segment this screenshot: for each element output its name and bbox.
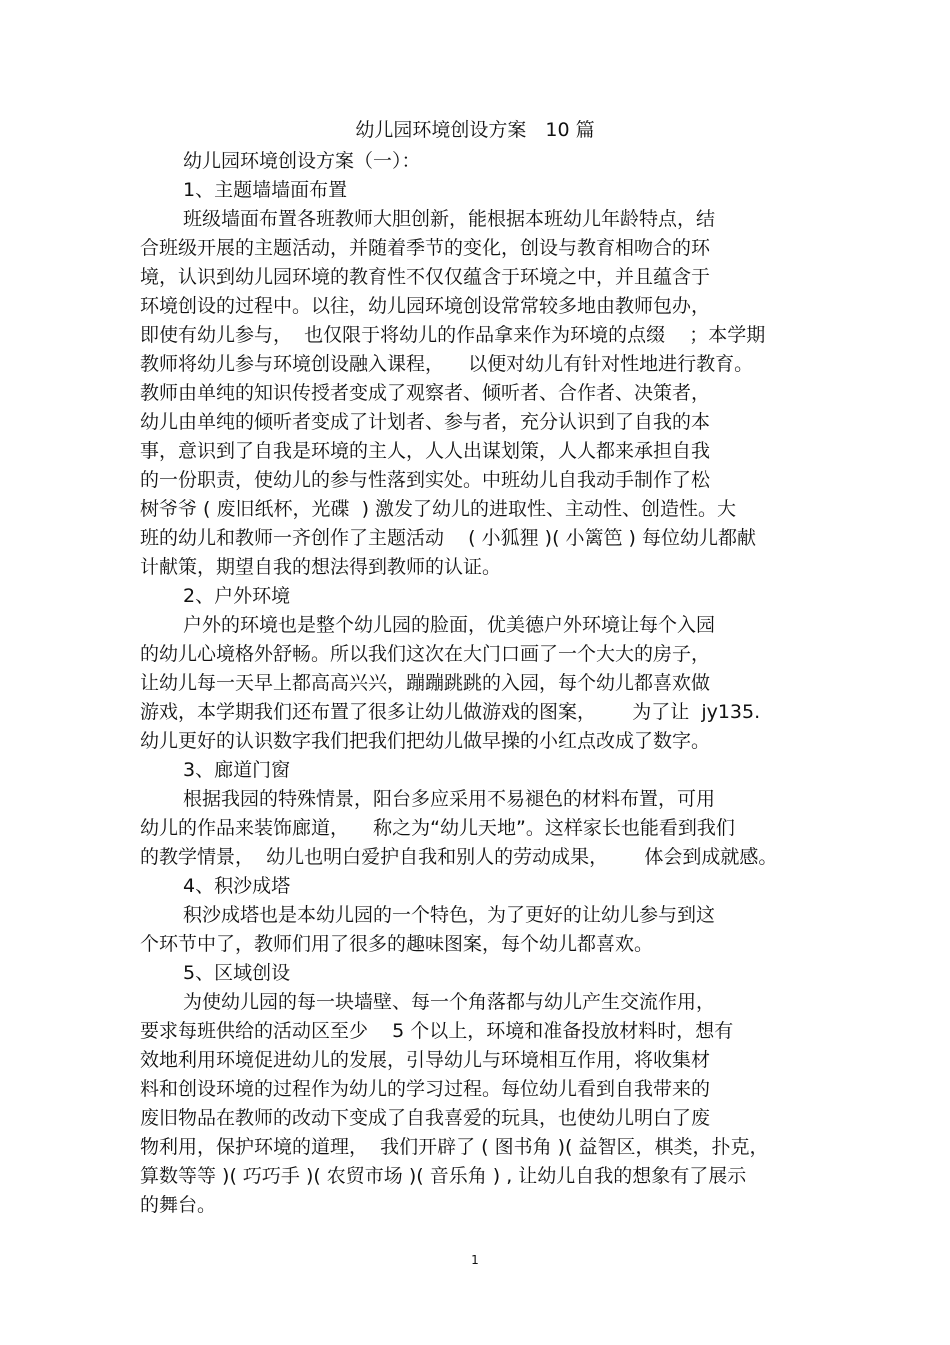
subsection-heading: 4、积沙成塔	[183, 875, 291, 897]
paragraph-line: 合班级开展的主题活动，并随着季节的变化，创设与教育相吻合的环	[140, 237, 711, 259]
paragraph-line: 游戏，本学期我们还布置了很多让幼儿做游戏的图案， 为了让 jy135.	[140, 701, 761, 723]
paragraph-line: 效地利用环境促进幼儿的发展，引导幼儿与环境相互作用，将收集材	[140, 1049, 711, 1071]
paragraph-line: 积沙成塔也是本幼儿园的一个特色，为了更好的让幼儿参与到这	[183, 904, 716, 926]
paragraph-line: 树爷爷 ( 废旧纸杯，光碟 ) 激发了幼儿的进取性、主动性、创造性。大	[140, 498, 737, 520]
paragraph-line: 算数等等 )( 巧巧手 )( 农贸市场 )( 音乐角 ) , 让幼儿自我的想象有了展示	[140, 1165, 747, 1187]
paragraph-line: 根据我园的特殊情景，阳台多应采用不易褪色的材料布置，可用	[183, 788, 716, 810]
paragraph-line: 的教学情景， 幼儿也明白爱护自我和别人的劳动成果， 体会到成就感。	[140, 846, 778, 868]
paragraph-line: 为使幼儿园的每一块墙壁、每一个角落都与幼儿产生交流作用，	[183, 991, 716, 1013]
subsection-heading: 1、主题墙墙面布置	[183, 179, 348, 201]
paragraph-line: 要求每班供给的活动区至少 5 个以上，环境和准备投放材料时，想有	[140, 1020, 734, 1042]
paragraph-line: 的舞台。	[140, 1194, 217, 1216]
paragraph-line: 教师由单纯的知识传授者变成了观察者、倾听者、合作者、决策者，	[140, 382, 711, 404]
page-number: 1	[471, 1253, 479, 1267]
paragraph-line: 班级墙面布置各班教师大胆创新，能根据本班幼儿年龄特点，结	[183, 208, 716, 230]
paragraph-line: 即使有幼儿参与， 也仅限于将幼儿的作品拿来作为环境的点缀 ；本学期	[140, 324, 766, 346]
subsection-heading: 5、区域创设	[183, 962, 291, 984]
paragraph-line: 班的幼儿和教师一齐创作了主题活动 ( 小狐狸 )( 小篱笆 ) 每位幼儿都献	[140, 527, 757, 549]
paragraph-line: 个环节中了，教师们用了很多的趣味图案，每个幼儿都喜欢。	[140, 933, 654, 955]
paragraph-line: 环境创设的过程中。以往，幼儿园环境创设常常较多地由教师包办，	[140, 295, 711, 317]
section-heading: 幼儿园环境创设方案（一）：	[183, 150, 421, 172]
document-title: 幼儿园环境创设方案 10 篇	[355, 119, 595, 141]
paragraph-line: 计献策，期望自我的想法得到教师的认证。	[140, 556, 502, 578]
paragraph-line: 幼儿由单纯的倾听者变成了计划者、参与者，充分认识到了自我的本	[140, 411, 711, 433]
paragraph-line: 教师将幼儿参与环境创设融入课程， 以便对幼儿有针对性地进行教育。	[140, 353, 754, 375]
paragraph-line: 幼儿的作品来装饰廊道， 称之为“幼儿天地”。这样家长也能看到我们	[140, 817, 735, 839]
paragraph-line: 户外的环境也是整个幼儿园的脸面，优美德户外环境让每个入园	[183, 614, 716, 636]
subsection-heading: 3、廊道门窗	[183, 759, 291, 781]
paragraph-line: 的幼儿心境格外舒畅。所以我们这次在大门口画了一个大大的房子，	[140, 643, 711, 665]
paragraph-line: 事，意识到了自我是环境的主人，人人出谋划策，人人都来承担自我	[140, 440, 711, 462]
paragraph-line: 物利用，保护环境的道理， 我们开辟了 ( 图书角 )( 益智区，棋类，扑克，	[140, 1136, 769, 1158]
paragraph-line: 境，认识到幼儿园环境的教育性不仅仅蕴含于环境之中，并且蕴含于	[140, 266, 711, 288]
paragraph-line: 让幼儿每一天早上都高高兴兴，蹦蹦跳跳的入园，每个幼儿都喜欢做	[140, 672, 711, 694]
paragraph-line: 幼儿更好的认识数字我们把我们把幼儿做早操的小红点改成了数字。	[140, 730, 711, 752]
paragraph-line: 的一份职责，使幼儿的参与性落到实处。中班幼儿自我动手制作了松	[140, 469, 711, 491]
paragraph-line: 废旧物品在教师的改动下变成了自我喜爱的玩具，也使幼儿明白了废	[140, 1107, 711, 1129]
paragraph-line: 料和创设环境的过程作为幼儿的学习过程。每位幼儿看到自我带来的	[140, 1078, 711, 1100]
subsection-heading: 2、户外环境	[183, 585, 291, 607]
